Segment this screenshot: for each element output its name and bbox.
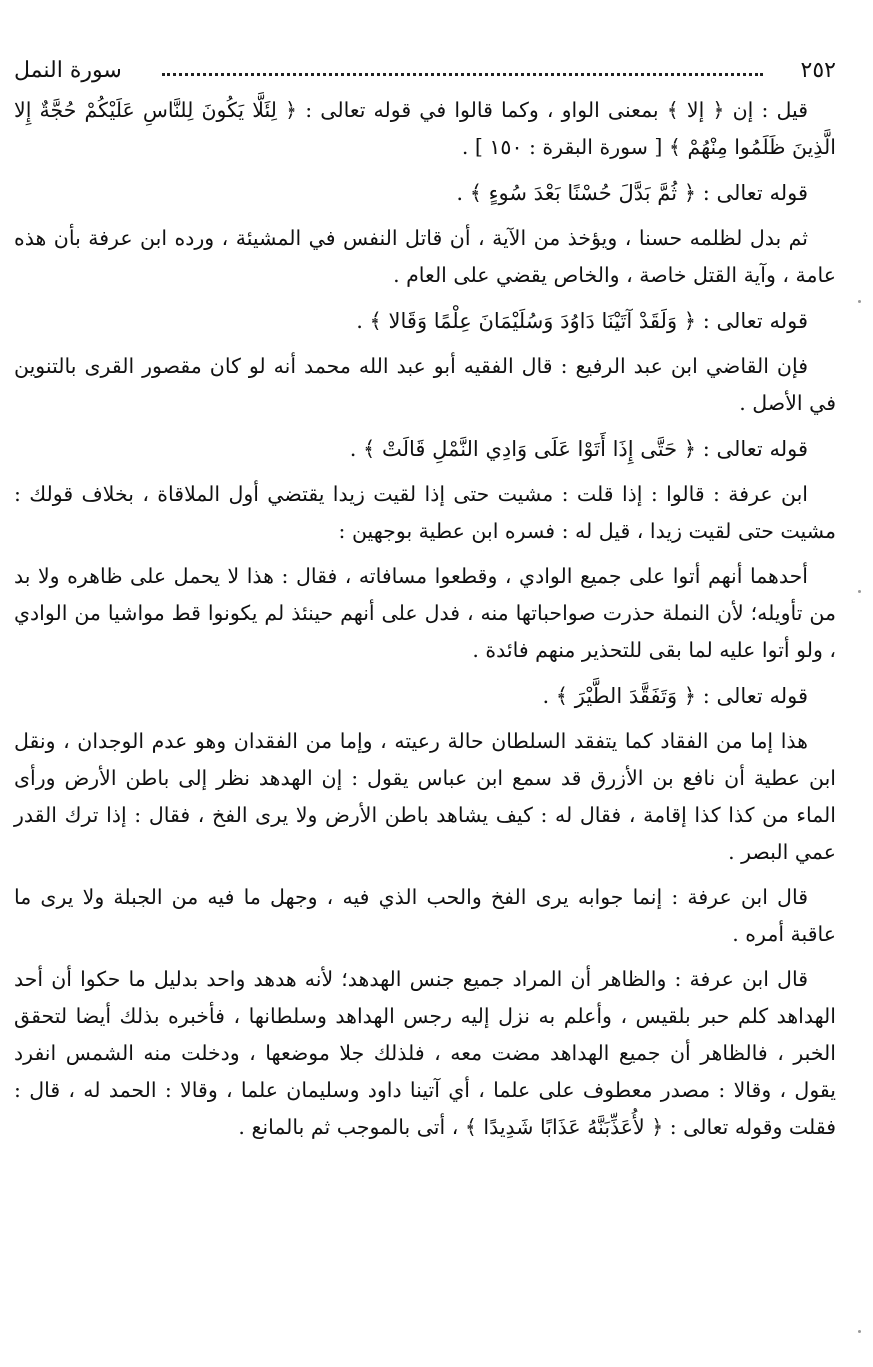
paragraph: قال ابن عرفة : والظاهر أن المراد جميع جنس الهدهد؛ لأنه هدهد واحد بدليل ما حكوا أن أحد الهداهد كلم حبر بلقيس ، وأعلم به نزل إليه رجس الهداهد وسلطانها ، فأخبره بذلك أيضا لتحقق الخبر ، فالظاهر أن جميع الهداهد مضت معه ، فلذلك جلا موضعها ، ودخلت منه الشمس انفرد يقول ، وقالا : مصدر معطوف على علما ، أي آتينا داود وسليمان علما ، وقالا : الحمد له ، قال : فقلت وقوله تعالى : ﴿ لأُعَذِّبَنَّهُ عَذَابًا شَدِيدًا ﴾ ، أتى بالموجب ثم بالمانع . [14,967,836,1139]
paragraph: هذا إما من الفقاد كما يتفقد السلطان حالة رعيته ، وإما من الفقدان وهو عدم الوجدان ، ونقل ابن عطية أن نافع بن الأزرق قد سمع ابن عباس يقول : إن الهدهد نظر إلى باطن الأرض ورأى الماء من كذا كذا إقامة ، فقال له : كيف يشاهد باطن الأرض ولا يرى الفخ ، فقال : إذا ترك القدر عمي البصر . [14,729,836,864]
book-page [14,52,836,1146]
verse-heading: قوله تعالى : ﴿ حَتَّى إِذَا أَتَوْا عَلَى وَادِي النَّمْلِ قَالَتْ ﴾ . [349,437,808,461]
margin-speck [858,590,861,593]
paragraph: قيل : إن ﴿ إلا ﴾ بمعنى الواو ، وكما قالوا في قوله تعالى : ﴿ لِئَلَّا يَكُونَ لِلنَّاسِ عَلَيْكُمْ حُجَّةٌ إِلا الَّذِينَ ظَلَمُوا مِنْهُمْ ﴾ [ سورة البقرة : ١٥٠ ] . [14,98,836,159]
paragraph: قال ابن عرفة : إنما جوابه يرى الفخ والحب الذي فيه ، وجهل ما فيه من الجبلة ولا يرى ما عاقبة أمره . [14,885,836,946]
paragraph: فإن القاضي ابن عبد الرفيع : قال الفقيه أبو عبد الله محمد أنه لو كان مقصور القرى بالتنوين في الأصل . [14,354,836,415]
paragraph: ثم بدل لظلمه حسنا ، ويؤخذ من الآية ، أن قاتل النفس في المشيئة ، ورده ابن عرفة بأن هذه عامة ، وآية القتل خاصة ، والخاص يقضي على العام . [14,226,836,287]
margin-speck [858,300,861,303]
page-number: ٢٥٢ [800,57,836,83]
verse-heading: قوله تعالى : ﴿ وَتَفَقَّدَ الطَّيْرَ ﴾ . [542,684,808,708]
paragraph: ابن عرفة : قالوا : إذا قلت : مشيت حتى إذا لقيت زيدا يقتضي أول الملاقاة ، بخلاف قولك : مشيت حتى لقيت زيدا ، قيل له : فسره ابن عطية بوجهين : [14,482,836,543]
margin-speck [858,1330,861,1333]
page-header [14,52,836,88]
verse-heading: قوله تعالى : ﴿ ثُمَّ بَدَّلَ حُسْنًا بَعْدَ سُوءٍ ﴾ . [456,181,808,205]
paragraph: أحدهما أنهم أتوا على جميع الوادي ، وقطعوا مسافاته ، فقال : هذا لا يحمل على ظاهره ولا بد من تأويله؛ لأن النملة حذرت صواحباتها منه ، فدل على أنهم حينئذ لم يكونوا قط مواشيا من الوادي ، ولو أتوا عليه لما بقى للتحذير منهم فائدة . [14,564,836,662]
verse-heading: قوله تعالى : ﴿ وَلَقَدْ آتَيْنَا دَاوُدَ وَسُلَيْمَانَ عِلْمًا وَقَالا ﴾ . [356,309,808,333]
surah-title: سورة النمل [14,57,122,83]
dotted-leader [162,73,763,76]
